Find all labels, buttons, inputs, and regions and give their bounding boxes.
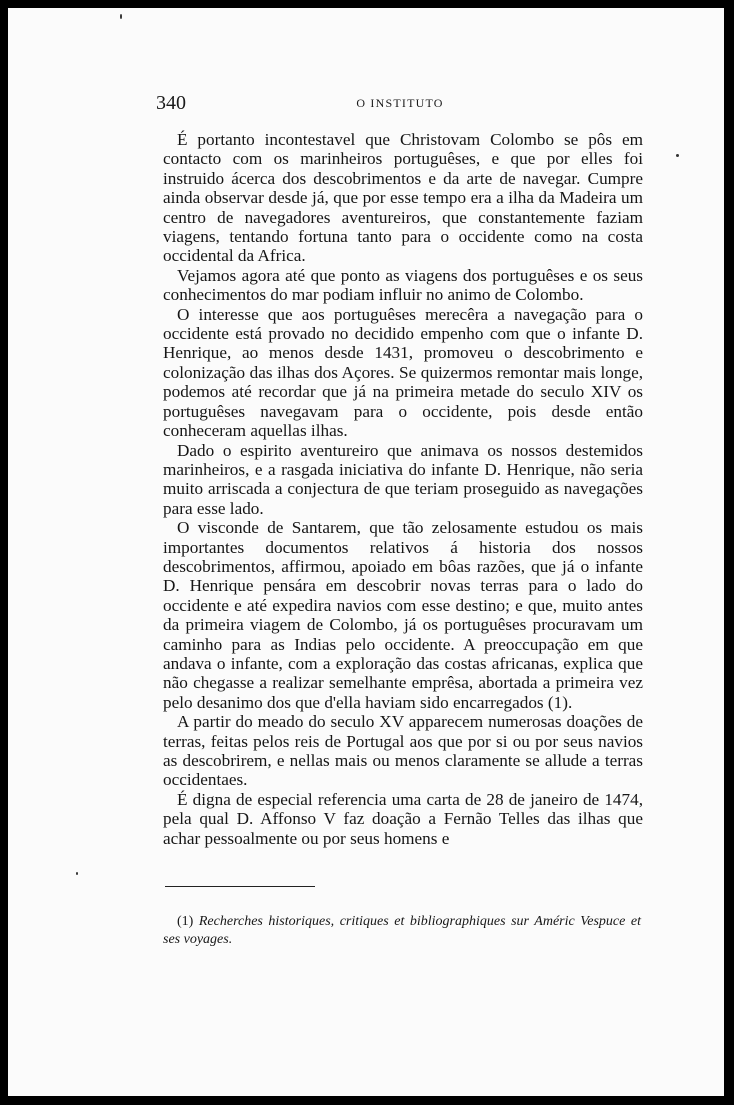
scan-speck — [120, 14, 122, 19]
body-text — [163, 130, 643, 848]
page-header — [156, 92, 644, 114]
scan-speck — [676, 154, 679, 157]
footnote — [163, 913, 641, 949]
page-number: 340 — [156, 92, 186, 114]
paragraph: Vejamos agora até que ponto as viagens dos portuguêses e os seus conhecimentos do mar podiam influir no animo de Colombo. — [163, 265, 643, 305]
paragraph: O visconde de Santarem, que tão zelosamente estudou os mais importantes documentos relativos á historia dos nossos descobrimentos, affirmou, apoiado em bôas razões, que já o infante D. Henrique pensára em descobrir novas terras para o lado do occidente e até expedira navios com esse destino; e que, muito antes da primeira viagem de Colombo, já os portuguêses procuravam um caminho para as Indias pelo occidente. A preoccupação em que andava o infante, com a exploração das costas africanas, explica que não chegasse a realizar semelhante emprêsa, abortada a primeira vez pelo desanimo dos que d'ella haviam sido encarregados (1). — [163, 518, 643, 712]
scan-speck — [76, 872, 78, 875]
footnote-title: Recherches historiques, critiques et bibliographiques sur Améric Vespuce et ses voyages. — [163, 914, 641, 947]
footnote-text — [163, 913, 641, 949]
paragraph: O interesse que aos portuguêses merecêra a navegação para o occidente está provado no decidido empenho com que o infante D. Henrique, ao menos desde 1431, promoveu o descobrimento e colonização das ilhas dos Açores. Se quizermos remontar mais longe, podemos até recordar que já na primeira metade do seculo XIV os portuguêses navegavam para o occidente, pois desde então conheceram aquellas ilhas. — [163, 304, 643, 441]
paragraph: A partir do meado do seculo XV apparecem numerosas doações de terras, feitas pelos reis de Portugal aos que por si ou por seus navios as descobrirem, e nellas mais ou menos claramente se allude a terras occidentaes. — [163, 712, 643, 790]
footnote-divider — [165, 886, 315, 887]
paragraph: É digna de especial referencia uma carta de 28 de janeiro de 1474, pela qual D. Affonso V faz doação a Fernão Telles das ilhas que achar pessoalmente ou por seus homens e — [163, 789, 643, 848]
running-head: O INSTITUTO — [356, 96, 444, 110]
footnote-marker: (1) — [177, 914, 194, 929]
paragraph: Dado o espirito aventureiro que animava os nossos destemidos marinheiros, e a rasgada iniciativa do infante D. Henrique, não seria muito arriscada a conjectura de que teriam proseguido as navegações para esse lado. — [163, 440, 643, 518]
paragraph: É portanto incontestavel que Christovam Colombo se pôs em contacto com os marinheiros portuguêses, e que por elles foi instruido ácerca dos descobrimentos e da arte de navegar. Cumpre ainda observar desde já, que por esse tempo era a ilha da Madeira um centro de navegadores aventureiros, que constantemente faziam viagens, tentando fortuna tanto para o occidente como na costa occidental da Africa. — [163, 130, 643, 266]
